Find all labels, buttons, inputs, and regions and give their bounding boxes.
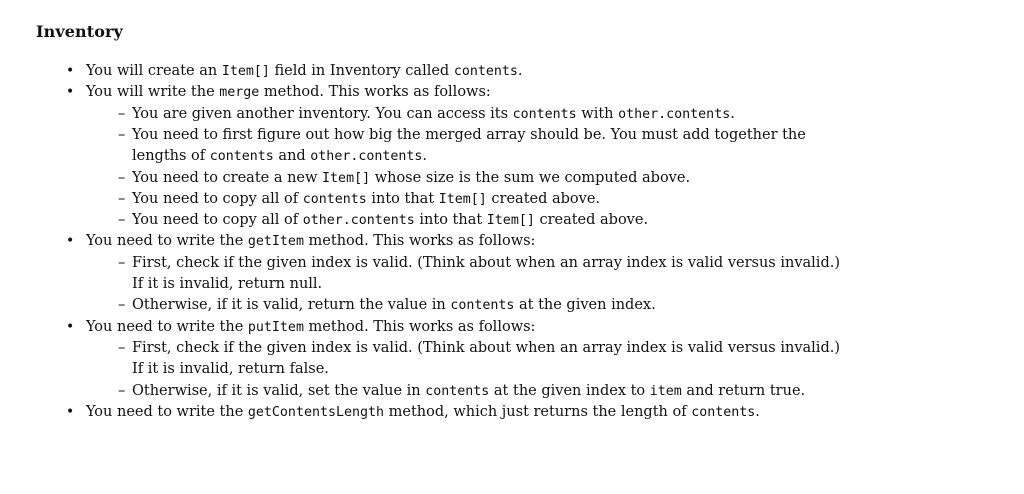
text-span: method. This works as follows: [303, 318, 536, 335]
dash-marker: – [118, 212, 126, 229]
text-span: . [517, 63, 523, 79]
list-item [86, 232, 535, 251]
code-span: contents [450, 298, 515, 314]
text-span: field in Inventory called [269, 63, 454, 79]
text-span: with [576, 105, 619, 122]
sub-list-item [132, 254, 840, 272]
bullet-marker: • [66, 63, 75, 79]
text-span: and [273, 148, 311, 165]
sub-list-item [132, 190, 600, 209]
text-span: . [755, 403, 760, 420]
dash-marker: – [118, 382, 126, 399]
sub-list-item [132, 126, 806, 144]
text-span: You need to write the [86, 233, 248, 250]
text-span: If it is invalid, return false. [132, 361, 329, 378]
text-span: First, check if the given index is valid. (Think about when an array index is valid versus invalid.) [132, 339, 840, 356]
sub-list-item [132, 169, 690, 188]
text-span: You will write the [86, 84, 220, 101]
sub-list-item-continuation [132, 360, 329, 378]
text-span: Otherwise, if it is valid, set the value in [132, 382, 426, 399]
code-span: Item[] [486, 213, 535, 229]
dash-marker: – [118, 126, 126, 143]
text-span: If it is invalid, return null. [132, 276, 323, 292]
text-span: at the given index to [489, 382, 650, 399]
code-span: contents [691, 404, 756, 420]
code-span: contents [302, 191, 367, 207]
text-span: into that [414, 212, 487, 229]
text-span: created above. [486, 190, 601, 207]
text-span: method. This works as follows: [303, 233, 536, 250]
code-span: other.contents [310, 149, 423, 165]
code-span: contents [453, 64, 518, 79]
list-item [86, 83, 491, 102]
code-span: contents [209, 149, 274, 165]
list-item [86, 318, 535, 337]
text-span: You need to write the [86, 318, 248, 335]
text-span: lengths of [132, 148, 210, 165]
text-span: method, which just returns the length of [384, 403, 692, 420]
text-span: You need to copy all of [132, 190, 303, 207]
sub-list-item-continuation [132, 147, 427, 166]
bullet-marker: • [66, 403, 75, 420]
text-span: and return true. [681, 382, 806, 399]
bullet-marker: • [66, 84, 75, 101]
sub-list-item [132, 105, 735, 124]
code-span: item [649, 383, 682, 399]
text-span: whose size is the sum we computed above. [370, 169, 691, 186]
code-span: other.contents [618, 106, 731, 122]
dash-marker: – [118, 297, 126, 314]
sub-list-item [132, 382, 805, 401]
dash-marker: – [118, 105, 126, 122]
text-span: into that [366, 190, 439, 207]
code-span: getContentsLength [247, 404, 384, 420]
code-span: other.contents [302, 213, 415, 229]
text-span: You need to write the [86, 403, 248, 420]
list-item [86, 62, 522, 81]
code-span: merge [219, 85, 260, 101]
dash-marker: – [118, 254, 126, 271]
text-span: You need to create a new [132, 169, 323, 186]
section-heading: Inventory [36, 22, 123, 41]
text-span: at the given index. [514, 297, 656, 314]
code-span: Item[] [221, 64, 270, 79]
bullet-marker: • [66, 233, 75, 250]
dash-marker: – [118, 339, 126, 356]
code-span: Item[] [438, 191, 487, 207]
sub-list-item [132, 211, 648, 230]
sub-list-item [132, 339, 840, 357]
code-span: getItem [247, 234, 304, 250]
text-span: You need to first figure out how big the merged array should be. You must add together the [132, 126, 806, 143]
sub-list-item [132, 296, 656, 315]
text-span: You are given another inventory. You can access its [132, 105, 513, 122]
text-span: First, check if the given index is valid. (Think about when an array index is valid versus invalid.) [132, 254, 840, 271]
code-span: contents [425, 383, 490, 399]
text-span: created above. [534, 212, 649, 229]
text-span: Otherwise, if it is valid, return the value in [132, 297, 451, 314]
sub-list-item-continuation [132, 275, 322, 293]
text-span: . [422, 148, 427, 165]
dash-marker: – [118, 190, 126, 207]
text-span: . [730, 105, 735, 122]
text-span: You need to copy all of [132, 212, 303, 229]
text-span: You will create an [86, 63, 222, 79]
bullet-marker: • [66, 318, 75, 335]
code-span: putItem [247, 319, 304, 335]
text-span: method. This works as follows: [259, 84, 491, 101]
list-item [86, 403, 760, 422]
code-span: Item[] [322, 170, 371, 186]
dash-marker: – [118, 169, 126, 186]
code-span: contents [512, 106, 577, 122]
